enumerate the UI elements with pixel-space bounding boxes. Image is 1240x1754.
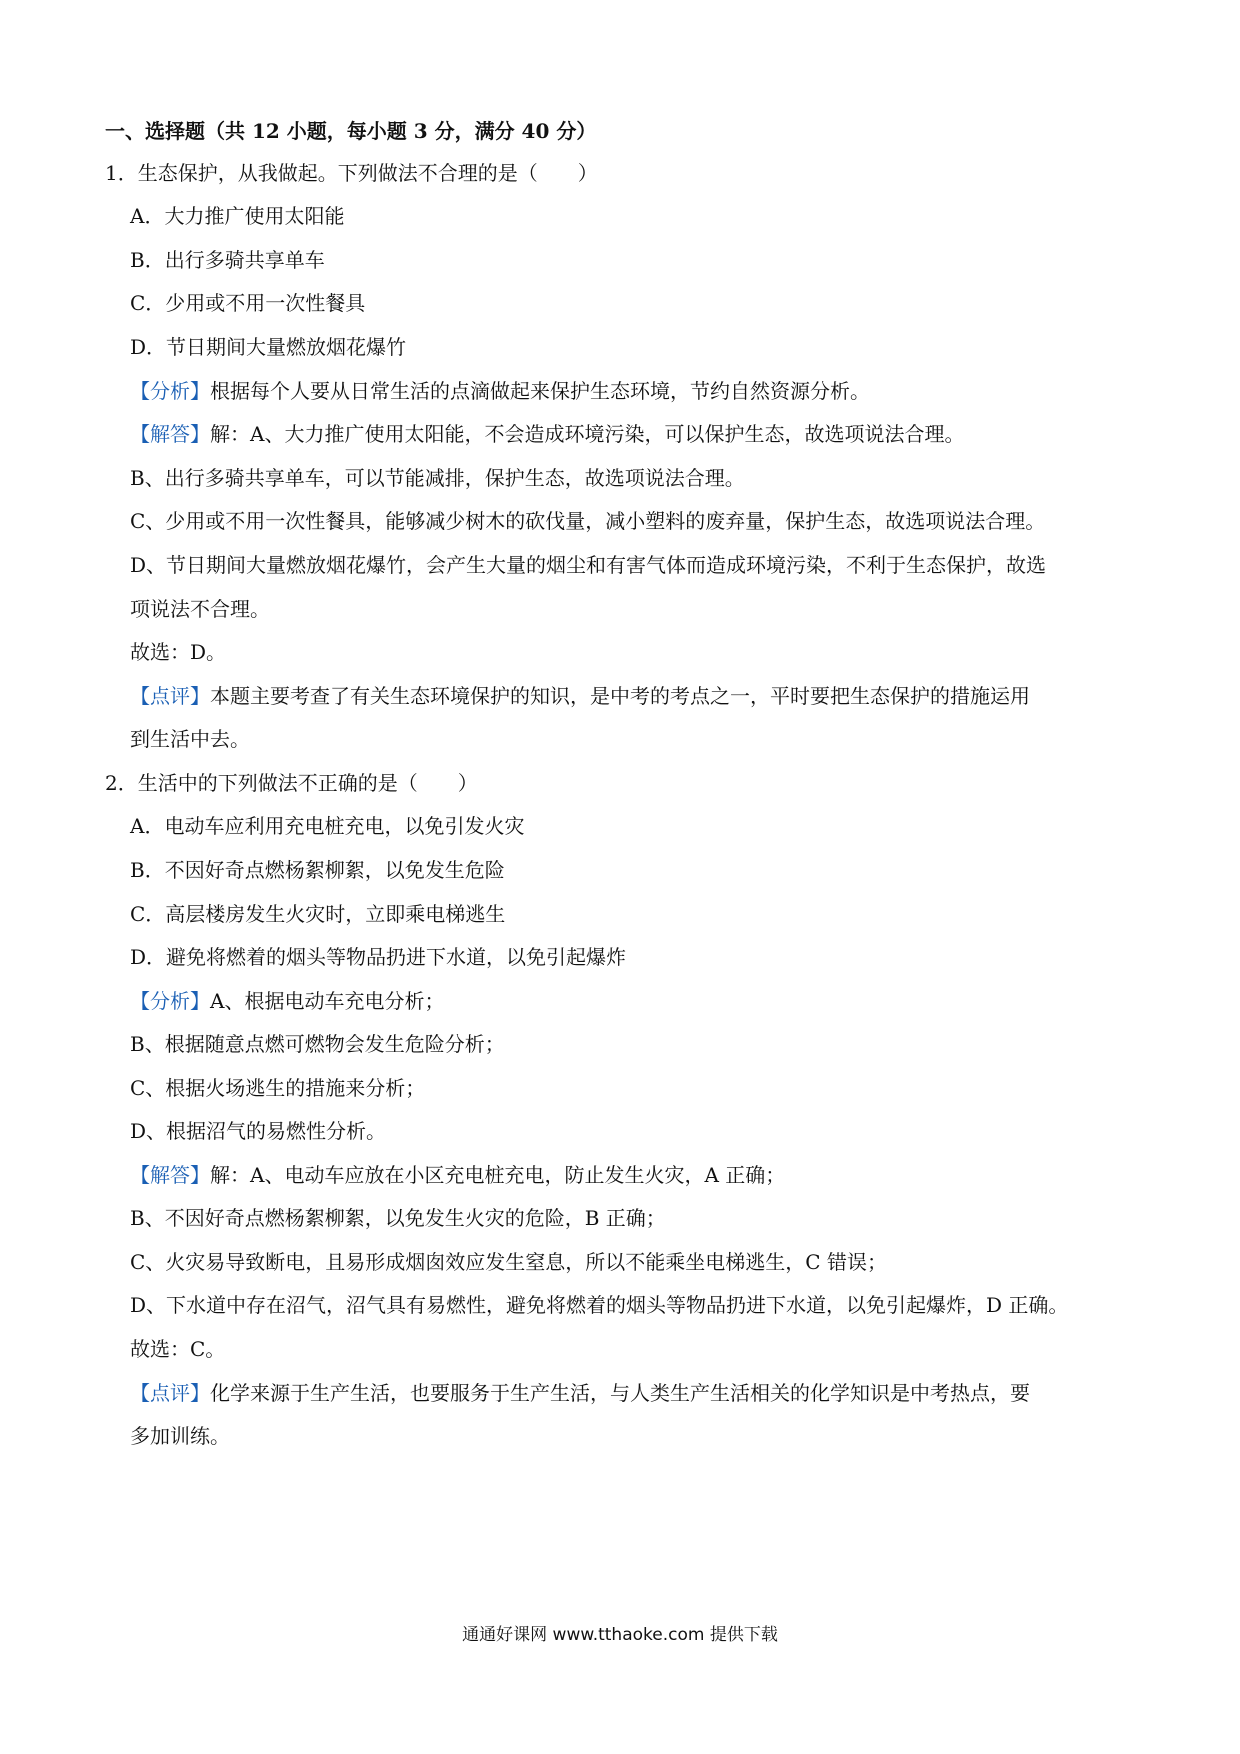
q2-choice: 故选：C。 (130, 1337, 226, 1361)
q1-answer-line: 项说法不合理。 (130, 597, 270, 621)
section-title: 一、选择题（共 12 小题，每小题 3 分，满分 40 分） (105, 119, 597, 143)
answer-label: 【解答】 (130, 1163, 210, 1187)
q1-review-cont: 到生活中去。 (130, 727, 250, 751)
q1-answer (130, 421, 964, 447)
q1-answer-line: C、少用或不用一次性餐具，能够减少树木的砍伐量，减小塑料的废弃量，保护生态，故选项说法合理。 (130, 509, 1046, 533)
q1-answer-line: D、节日期间大量燃放烟花爆竹，会产生大量的烟尘和有害气体而造成环境污染，不利于生态保护，故选 (130, 553, 1047, 577)
q2-answer-line: C、火灾易导致断电，且易形成烟囱效应发生窒息，所以不能乘坐电梯逃生，C 错误； (130, 1250, 887, 1274)
q2-answer (130, 1162, 785, 1188)
q2-analysis-line: D、根据沼气的易燃性分析。 (130, 1119, 387, 1143)
q2-answer-line: B、不因好奇点燃杨絮柳絮，以免发生火灾的危险，B 正确； (130, 1206, 666, 1230)
q2-analysis-line: C、根据火场逃生的措施来分析； (130, 1076, 426, 1100)
q2-option-c: C．高层楼房发生火灾时，立即乘电梯逃生 (130, 902, 506, 926)
review-label: 【点评】 (130, 684, 210, 708)
q1-answer-line: B、出行多骑共享单车，可以节能减排，保护生态，故选项说法合理。 (130, 466, 745, 490)
q1-analysis (130, 378, 870, 404)
q1-option-c: C．少用或不用一次性餐具 (130, 291, 366, 315)
analysis-label: 【分析】 (130, 989, 210, 1013)
review-label: 【点评】 (130, 1381, 210, 1405)
q2-review-text: 化学来源于生产生活，也要服务于生产生活，与人类生产生活相关的化学知识是中考热点，要 (210, 1381, 1030, 1405)
q2-option-d: D．避免将燃着的烟头等物品扔进下水道，以免引起爆炸 (130, 945, 627, 969)
q2-option-a: A．电动车应利用充电桩充电，以免引发火灾 (130, 814, 525, 838)
q2-review (130, 1380, 1030, 1406)
question-2-stem: 2．生活中的下列做法不正确的是（ ） (105, 771, 478, 795)
q1-choice: 故选：D。 (130, 640, 227, 664)
question-1-stem: 1．生态保护，从我做起。下列做法不合理的是（ ） (105, 161, 598, 185)
q2-analysis (130, 988, 444, 1014)
q1-analysis-text: 根据每个人要从日常生活的点滴做起来保护生态环境，节约自然资源分析。 (210, 379, 870, 403)
q1-review (130, 683, 1030, 709)
q1-answer-text: 解：A、大力推广使用太阳能，不会造成环境污染，可以保护生态，故选项说法合理。 (210, 422, 965, 446)
q1-review-text: 本题主要考查了有关生态环境保护的知识，是中考的考点之一，平时要把生态保护的措施运用 (210, 684, 1030, 708)
q1-option-b: B．出行多骑共享单车 (130, 248, 325, 272)
q1-option-d: D．节日期间大量燃放烟花爆竹 (130, 335, 407, 359)
q2-analysis-text: A、根据电动车充电分析； (210, 989, 445, 1013)
q2-answer-line: D、下水道中存在沼气，沼气具有易燃性，避免将燃着的烟头等物品扔进下水道，以免引起爆炸，D 正确。 (130, 1293, 1069, 1317)
q2-analysis-line: B、根据随意点燃可燃物会发生危险分析； (130, 1032, 505, 1056)
q2-answer-text: 解：A、电动车应放在小区充电桩充电，防止发生火灾，A 正确； (210, 1163, 786, 1187)
page-footer: 通通好课网 www.tthaoke.com 提供下载 (462, 1625, 778, 1645)
q2-option-b: B．不因好奇点燃杨絮柳絮，以免发生危险 (130, 858, 505, 882)
q1-option-a: A．大力推广使用太阳能 (130, 204, 345, 228)
analysis-label: 【分析】 (130, 379, 210, 403)
q2-review-cont: 多加训练。 (130, 1424, 230, 1448)
answer-label: 【解答】 (130, 422, 210, 446)
